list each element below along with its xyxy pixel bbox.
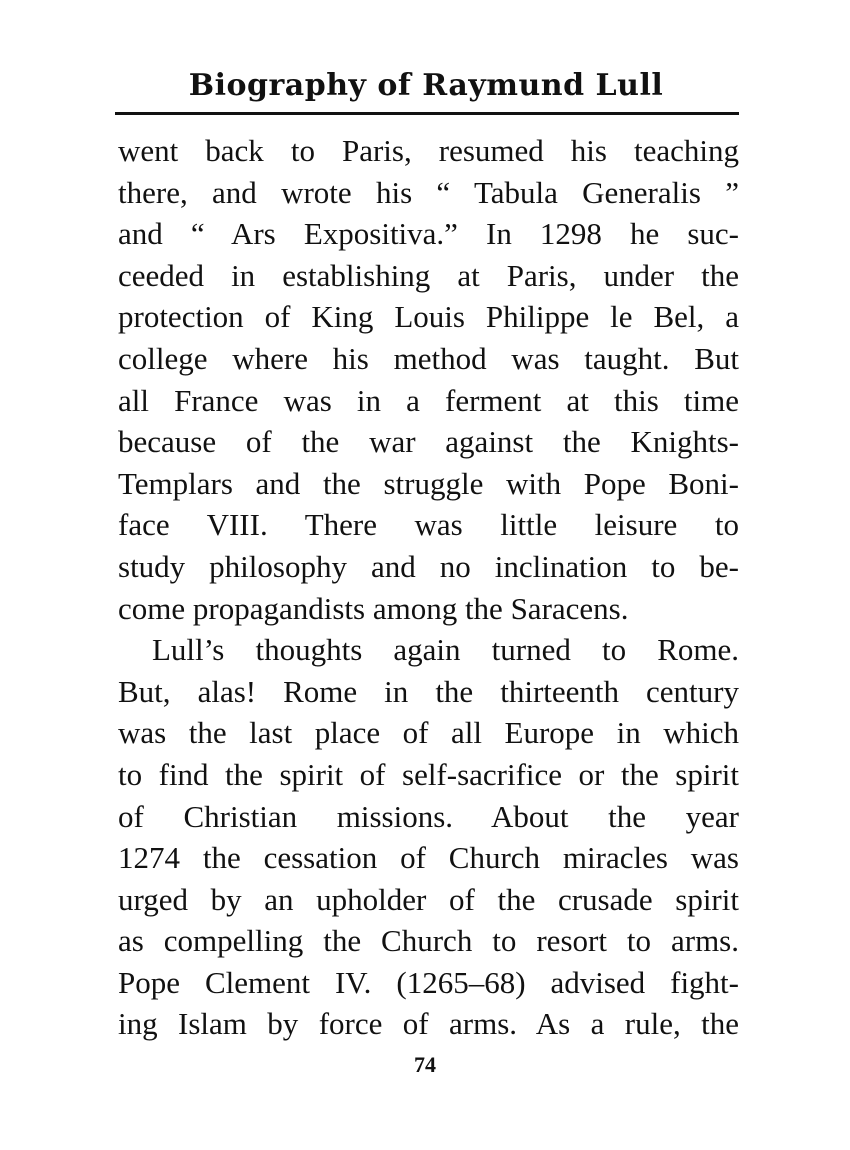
text-line: ing Islam by force of arms. As a rule, the	[118, 1006, 739, 1042]
body-text	[118, 130, 739, 1045]
header-rule	[115, 112, 739, 115]
text-line: of Christian missions. About the year	[118, 798, 739, 834]
text-line: ceeded in establishing at Paris, under the	[118, 257, 739, 293]
text-line: all France was in a ferment at this time	[118, 382, 739, 418]
text-line: urged by an upholder of the crusade spirit	[118, 881, 739, 917]
text-line: to find the spirit of self-sacrifice or the spirit	[118, 756, 739, 792]
text-line: But, alas! Rome in the thirteenth century	[118, 673, 739, 709]
text-line: there, and wrote his “ Tabula Generalis ”	[118, 174, 739, 210]
page-number: 74	[414, 1052, 436, 1077]
text-line: 1274 the cessation of Church miracles was	[118, 840, 739, 876]
text-line: was the last place of all Europe in which	[118, 715, 739, 751]
text-line: as compelling the Church to resort to arms.	[118, 923, 739, 959]
text-line: Pope Clement IV. (1265–68) advised fight-	[118, 964, 739, 1000]
text-line: study philosophy and no inclination to be-	[118, 548, 739, 584]
text-line: Lull’s thoughts again turned to Rome.	[152, 632, 739, 668]
text-line: went back to Paris, resumed his teaching	[118, 133, 739, 168]
text-line: because of the war against the Knights-	[118, 424, 739, 460]
text-line: come propagandists among the Saracens.	[118, 590, 629, 626]
text-line: Templars and the struggle with Pope Boni-	[118, 465, 739, 501]
running-head: Biography of Raymund Lull	[188, 68, 664, 103]
text-line: protection of King Louis Philippe le Bel, a	[118, 299, 739, 335]
text-line: and “ Ars Expositiva.” In 1298 he suc-	[118, 216, 739, 252]
text-line: college where his method was taught. But	[118, 340, 739, 376]
text-line: face VIII. There was little leisure to	[118, 507, 739, 543]
